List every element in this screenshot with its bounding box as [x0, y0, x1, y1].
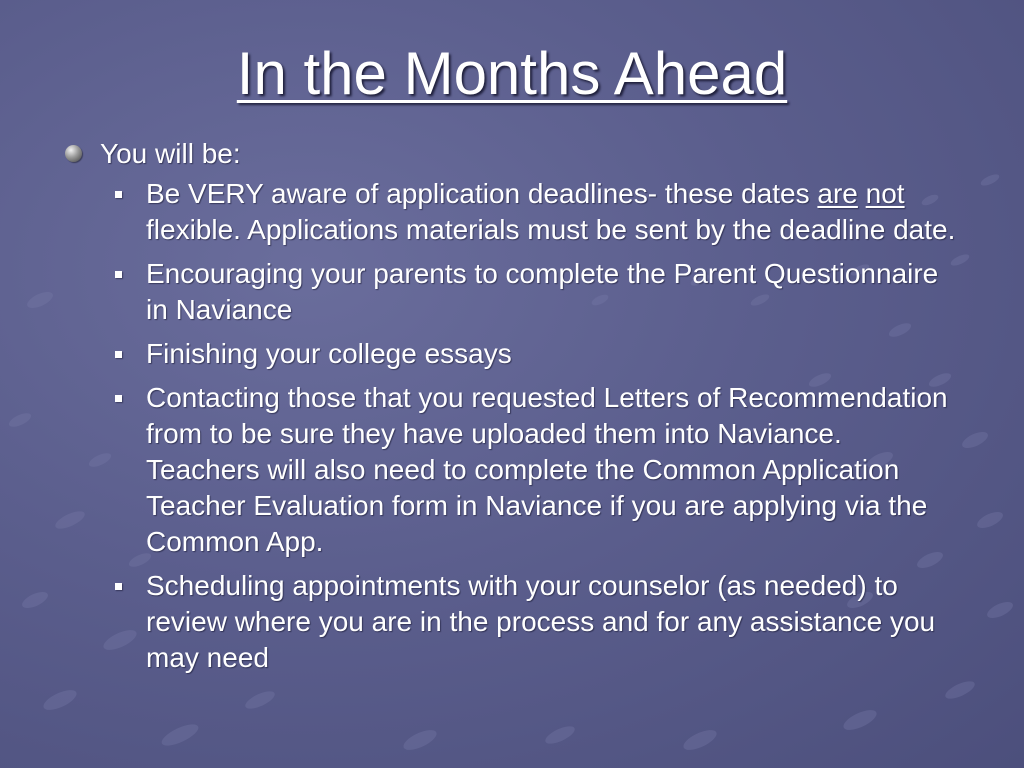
item-3-text: Finishing your college essays: [146, 338, 512, 369]
list-item: [146, 568, 961, 676]
list-item: [146, 256, 961, 328]
item-1-space: [858, 178, 866, 209]
item-1-underlined-are: are: [817, 178, 858, 209]
list-item: [146, 380, 961, 560]
gray-sphere-bullet-icon: [65, 145, 82, 162]
white-square-bullet-icon: [115, 191, 122, 198]
white-square-bullet-icon: [115, 583, 122, 590]
white-square-bullet-icon: [115, 271, 122, 278]
list-item: [146, 176, 961, 248]
item-4-text: Contacting those that you requested Letters of Recommendation from to be sure they have uploaded them into Naviance. Teachers will also need to complete the Common Application Teacher Evaluation form in Naviance if you are applying via the Common App.: [146, 382, 948, 557]
list-item: [146, 336, 961, 372]
slide-title: In the Months Ahead: [236, 40, 788, 107]
intro-bullet: [62, 136, 962, 172]
intro-text: You will be:: [100, 138, 241, 169]
white-square-bullet-icon: [115, 351, 122, 358]
item-1-text-end: flexible. Applications materials must be sent by the deadline date.: [146, 214, 956, 245]
item-5-text: Scheduling appointments with your counselor (as needed) to review where you are in the process and for any assistance you may need: [146, 570, 936, 673]
white-square-bullet-icon: [115, 395, 122, 402]
slide-body: [62, 136, 962, 684]
item-1-underlined-not: not: [865, 178, 905, 209]
item-1-text-start: Be VERY aware of application deadlines- these dates: [146, 178, 818, 209]
item-2-text: Encouraging your parents to complete the Parent Questionnaire in Naviance: [146, 258, 939, 325]
